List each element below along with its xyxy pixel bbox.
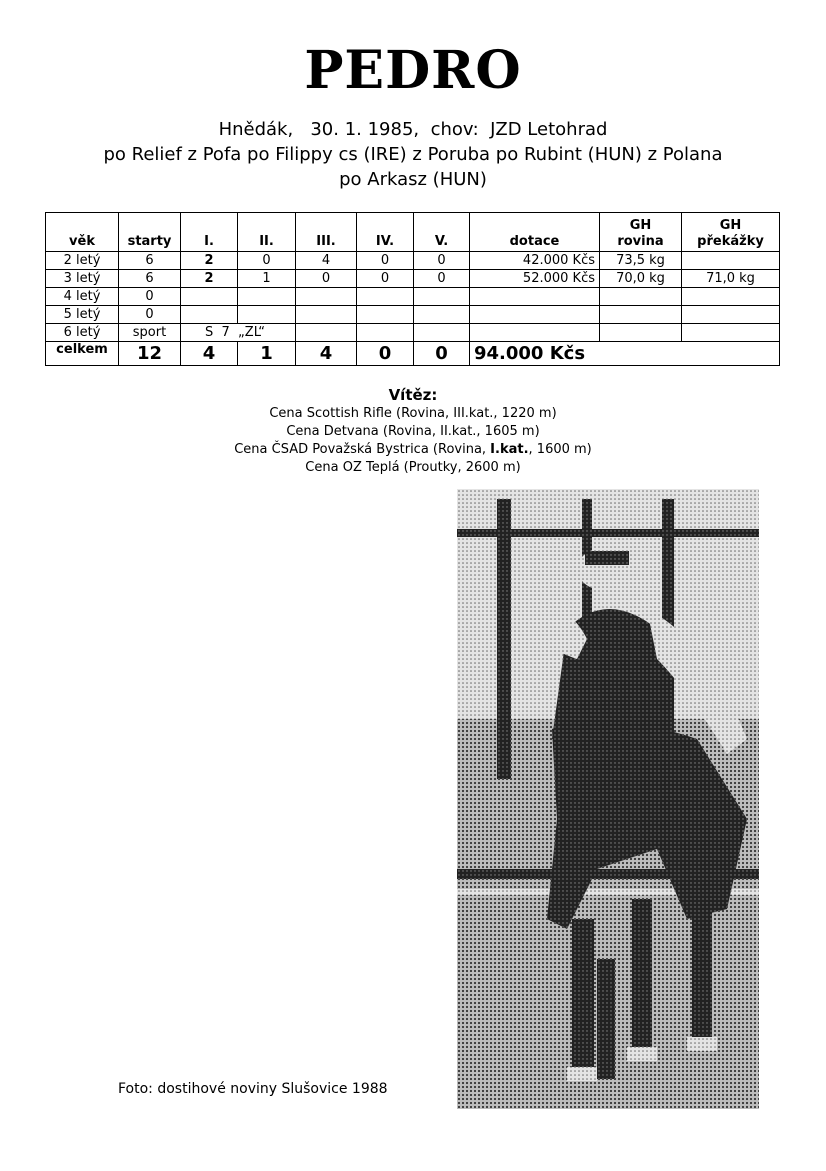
empty-cell (357, 306, 414, 324)
total-place-4: 0 (357, 342, 414, 366)
cell-vek: 4 letý (46, 288, 119, 306)
empty-cell (238, 288, 296, 306)
race-3-text: Cena ČSAD Považská Bystrica (Rovina, (234, 442, 491, 457)
winner-race-2: Cena Detvana (Rovina, II.kat., 1605 m) (286, 424, 540, 439)
header-gh-rovina (600, 213, 682, 252)
empty-cell (470, 324, 600, 342)
table-total-row (46, 342, 780, 366)
cell-gh-rovina: 70,0 kg (600, 270, 682, 288)
empty-cell (414, 306, 470, 324)
empty-cell (414, 288, 470, 306)
cell-place-5: 0 (414, 270, 470, 288)
cell-gh-prekazky (682, 252, 780, 270)
cell-place-4: 0 (357, 270, 414, 288)
empty-cell (682, 288, 780, 306)
header-place-1: I. (181, 213, 238, 252)
empty-cell (296, 306, 357, 324)
empty-cell (238, 306, 296, 324)
winner-race-3 (0, 441, 826, 459)
page-title: PEDRO (304, 40, 522, 101)
cell-starty: 0 (119, 288, 181, 306)
empty-cell (296, 324, 357, 342)
empty-cell (470, 306, 600, 324)
table-row (46, 306, 780, 324)
birth-date: 30. 1. 1985, (310, 119, 420, 140)
total-place-1: 4 (181, 342, 238, 366)
cell-place-3: 4 (296, 252, 357, 270)
header-prekazky-label: překážky (697, 234, 764, 249)
empty-cell (682, 306, 780, 324)
empty-cell (357, 288, 414, 306)
cell-place-2: 0 (238, 252, 296, 270)
cell-vek: 6 letý (46, 324, 119, 342)
horse-info-line-1 (0, 119, 826, 140)
pedigree-line-2: po Arkasz (HUN) (339, 169, 487, 190)
empty-cell (414, 324, 470, 342)
cell-starty: 6 (119, 270, 181, 288)
sport-note: S 7 „ZL“ (205, 325, 266, 340)
horse-jockey-photo (457, 489, 759, 1109)
cell-dotace: 42.000 Kčs (470, 252, 600, 270)
total-place-2: 1 (238, 342, 296, 366)
cell-starty: 6 (119, 252, 181, 270)
header-rovina-label: rovina (617, 234, 664, 249)
empty-cell (682, 324, 780, 342)
cell-gh-rovina: 73,5 kg (600, 252, 682, 270)
breeder: chov: JZD Letohrad (430, 119, 608, 140)
empty-cell (600, 288, 682, 306)
header-place-4: IV. (357, 213, 414, 252)
cell-starty: sport (119, 324, 181, 342)
header-place-3: III. (296, 213, 357, 252)
cell-gh-prekazky: 71,0 kg (682, 270, 780, 288)
header-gh-prekazky (682, 213, 780, 252)
photo-caption: Foto: dostihové noviny Slušovice 1988 (118, 1081, 388, 1097)
total-place-3: 4 (296, 342, 357, 366)
cell-vek: 5 letý (46, 306, 119, 324)
cell-place-2: 1 (238, 270, 296, 288)
cell-note (181, 324, 296, 342)
header-gh-label: GH (719, 218, 742, 233)
empty-cell (296, 288, 357, 306)
cell-place-1: 2 (181, 270, 238, 288)
race-3-distance: , 1600 m) (528, 442, 592, 457)
cell-place-3: 0 (296, 270, 357, 288)
header-starty: starty (119, 213, 181, 252)
table-row (46, 270, 780, 288)
cell-place-1: 2 (181, 252, 238, 270)
header-gh-label: GH (629, 218, 652, 233)
table-row (46, 288, 780, 306)
winner-heading: Vítěz: (388, 386, 438, 404)
cell-dotace: 52.000 Kčs (470, 270, 600, 288)
table-row (46, 324, 780, 342)
winner-race-1: Cena Scottish Rifle (Rovina, III.kat., 1220 m) (269, 406, 557, 421)
empty-cell (600, 306, 682, 324)
total-dotace: 94.000 Kčs (470, 342, 780, 366)
cell-place-5: 0 (414, 252, 470, 270)
header-vek: věk (46, 213, 119, 252)
coat-color: Hnědák, (218, 119, 294, 140)
empty-cell (181, 306, 238, 324)
cell-starty: 0 (119, 306, 181, 324)
cell-vek: 2 letý (46, 252, 119, 270)
empty-cell (600, 324, 682, 342)
race-3-category: I.kat. (490, 442, 529, 457)
total-starty: 12 (119, 342, 181, 366)
header-dotace: dotace (470, 213, 600, 252)
winner-race-4: Cena OZ Teplá (Proutky, 2600 m) (305, 460, 521, 475)
header-place-2: II. (238, 213, 296, 252)
table-row (46, 252, 780, 270)
empty-cell (357, 324, 414, 342)
cell-vek: 3 letý (46, 270, 119, 288)
total-place-5: 0 (414, 342, 470, 366)
race-stats-table (45, 212, 780, 366)
empty-cell (181, 288, 238, 306)
empty-cell (470, 288, 600, 306)
table-header-row (46, 213, 780, 252)
pedigree-line-1: po Relief z Pofa po Filippy cs (IRE) z Poruba po Rubint (HUN) z Polana (103, 144, 723, 165)
cell-place-4: 0 (357, 252, 414, 270)
total-label: celkem (46, 342, 119, 366)
header-place-5: V. (414, 213, 470, 252)
